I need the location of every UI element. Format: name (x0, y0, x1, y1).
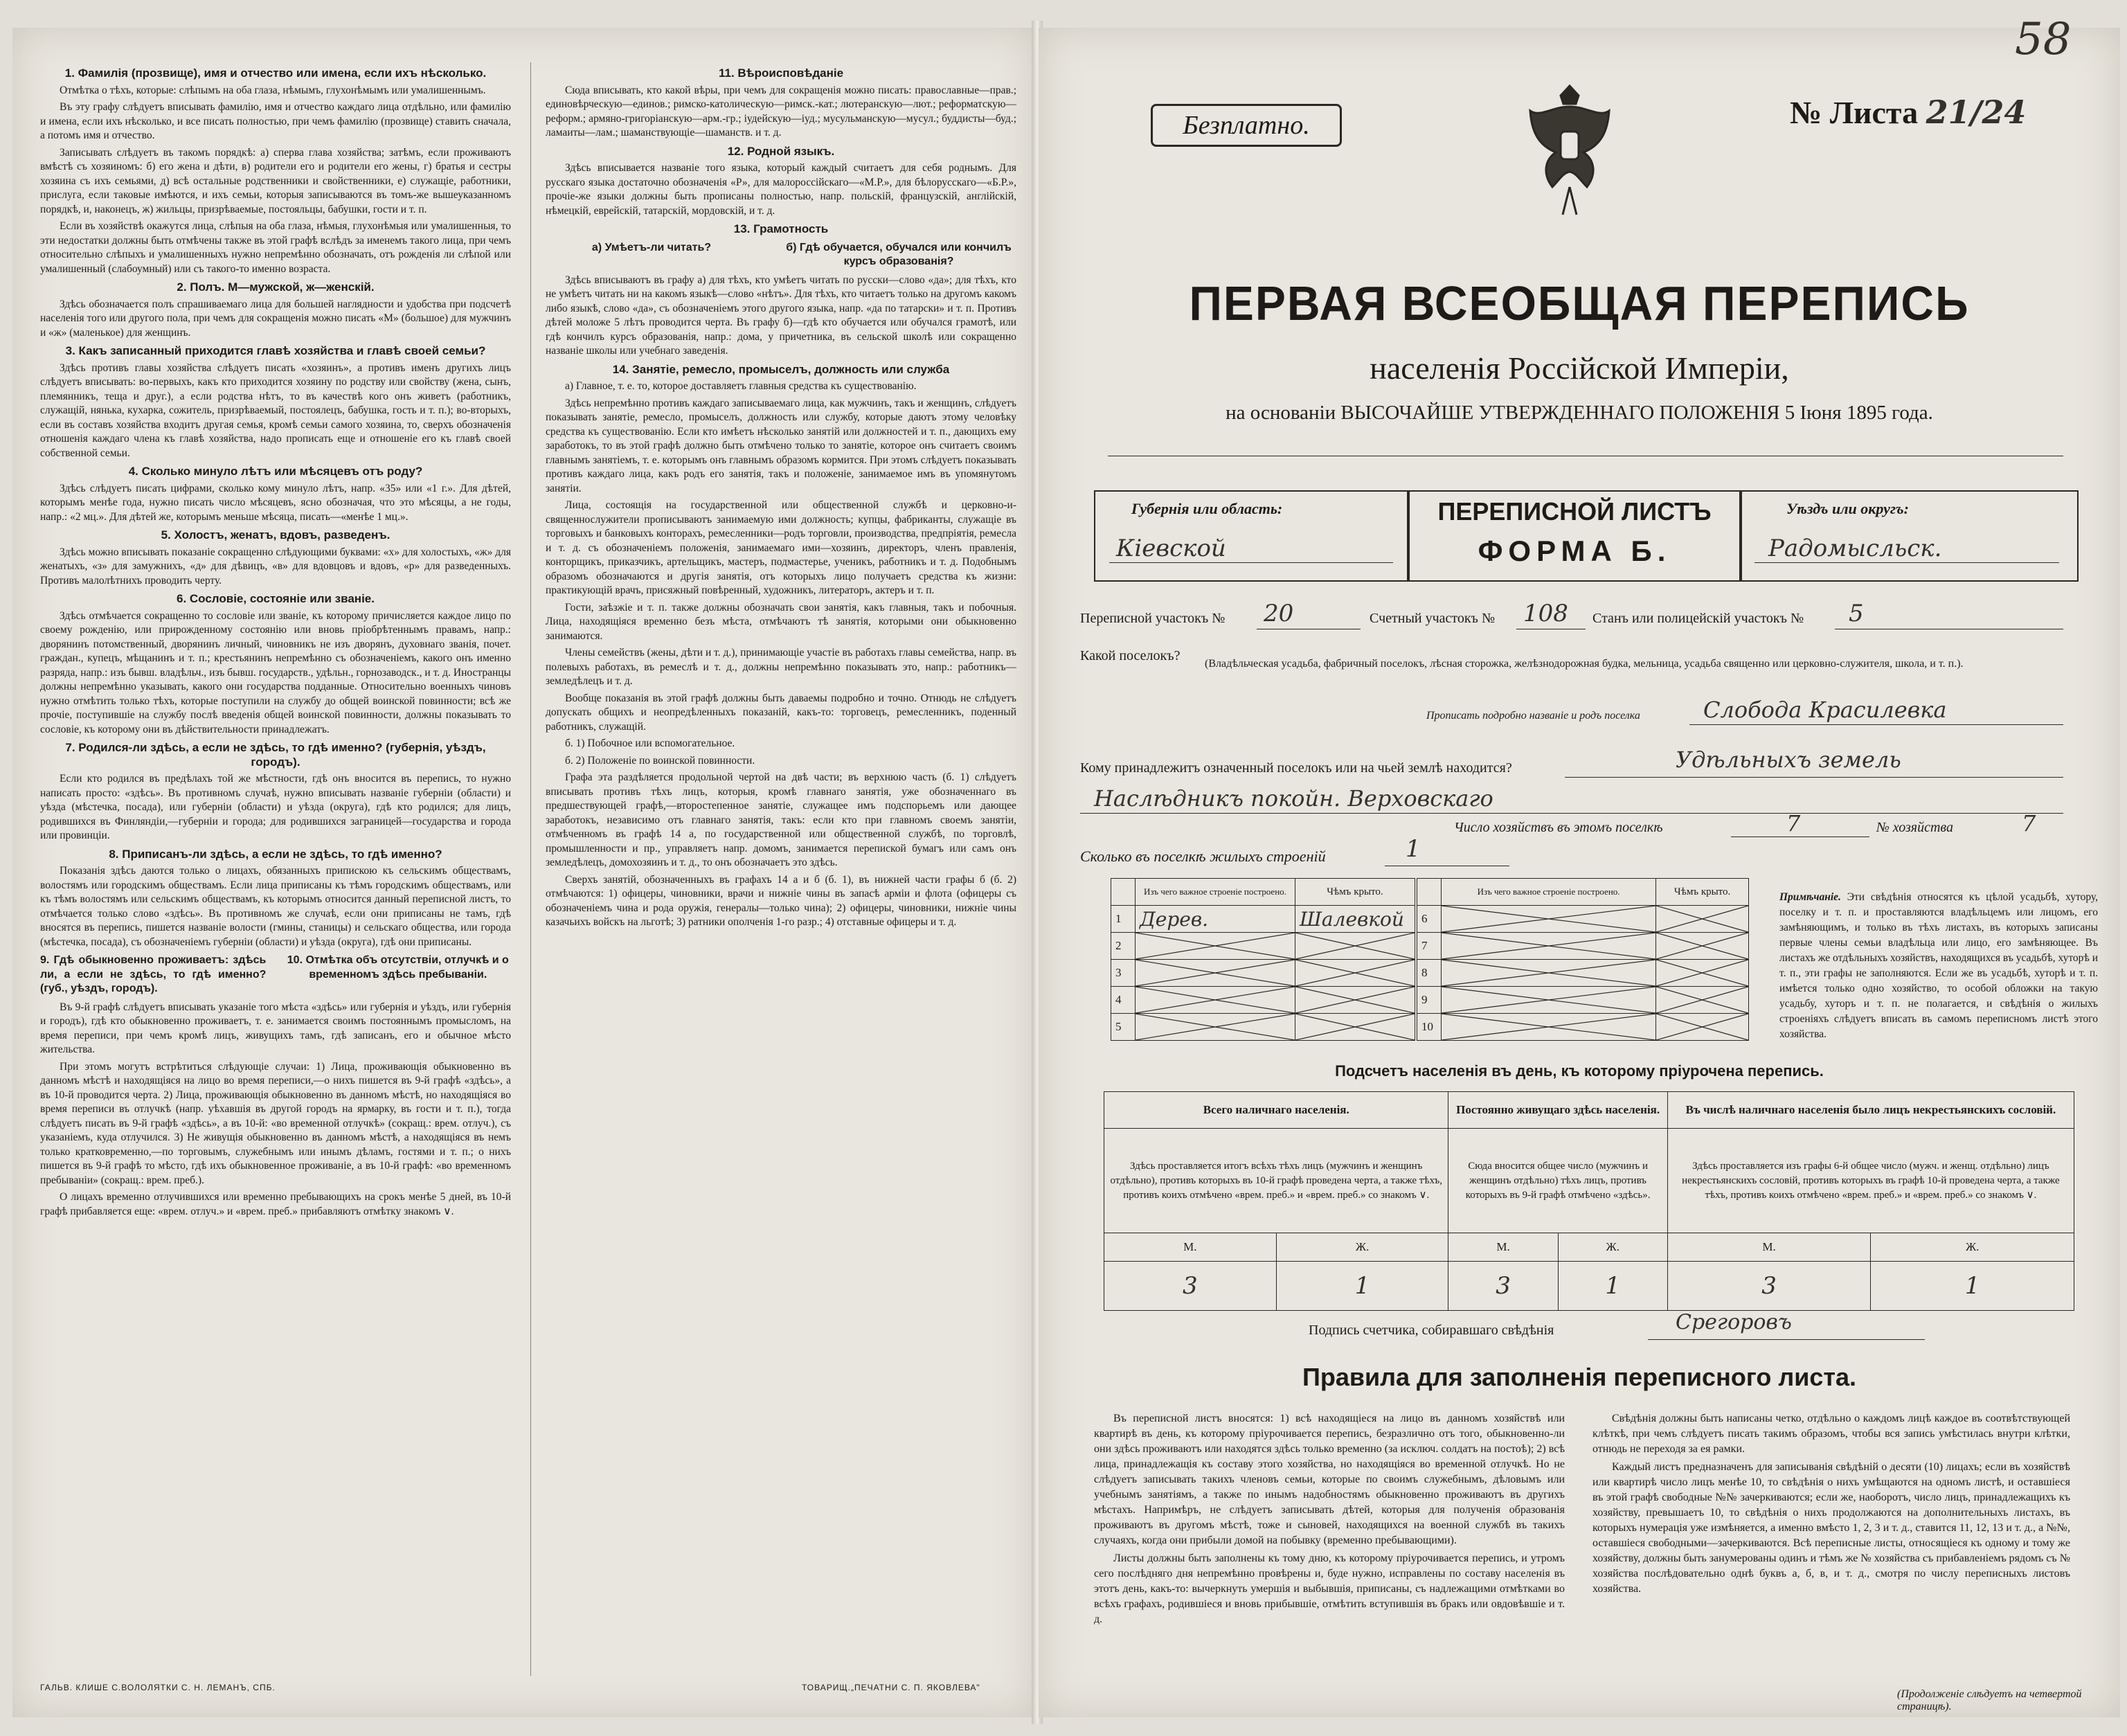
row-number: 10 (1417, 1014, 1442, 1041)
instructions-column-right (546, 62, 1016, 933)
roof-cell (1656, 906, 1749, 933)
archive-page-number: 58 (2015, 14, 2072, 65)
instruction-paragraph: Сверхъ занятій, обозначенныхъ въ графахъ 14 а и б (б. 1), въ нижней части графы б (б. 2) отмѣчаются: 1) офицеры, чиновники, врачи и нижніе чины въ запасѣ арміи и флота (офицеры съ обозначеніемъ чина и рода оружія, генералы—только чина); 2) офицеры, чиновники, нижніе чины казачьихъ войскъ на льготѣ; 3) ратники ополченія 1-го разр.; 4) отставные офицеры и т. д. (546, 873, 1016, 928)
section-heading: 13. Грамотность (733, 222, 829, 235)
instruction-paragraph: Члены семействъ (жены, дѣти и т. д.), принимающіе участіе въ работахъ главы семейства, напр. въ полевыхъ работахъ, въ ремеслѣ и т. д., должны непремѣнно показывать это, напр.: работникъ—земледѣлецъ и т. д. (546, 647, 1016, 687)
row-number: 9 (1417, 987, 1442, 1014)
population-tally-table (1104, 1091, 2074, 1311)
households-underline (1731, 836, 1869, 837)
uezd-box (1739, 490, 2079, 582)
instruction-paragraph: Если кто родился въ предѣлахъ той же мѣстности, гдѣ онъ вносится въ перепись, то нужно написать просто: «здѣсь». Въ противномъ случаѣ, нужно вписывать названіе губерніи (области) и уѣзда (мѣстечка, посада), или губерніи (области) и уѣзда (округа), гдѣ кто родился; для лицъ, родившихся въ Финляндіи,—губерніи и города; для родившихся заграницей—государства и города или провинціи. (40, 773, 511, 841)
uezd-underline (1754, 562, 2059, 563)
main-subtitle: населенія Россійской Имперіи, (1370, 350, 1789, 386)
tally-sex-row (1104, 1233, 2074, 1262)
main-title: ПЕРВАЯ ВСЕОБЩАЯ ПЕРЕПИСЬ (1189, 276, 1970, 330)
form-title-box (1407, 490, 1742, 582)
roof-cell (1656, 987, 1749, 1014)
material-header: Изъ чего важное строеніе построено. (1136, 879, 1295, 906)
census-area-value: 20 (1264, 600, 1294, 627)
male-count: 3 (1448, 1262, 1558, 1311)
row-number: 3 (1111, 960, 1136, 987)
instruction-paragraph: Здѣсь вписывается названіе того языка, который каждый считаетъ для себя роднымъ. Для русскаго языка достаточно обозначенія «Р», для малороссійскаго—«М.Р.», для бѣлорусскаго—«Б.Р.», прочіе-же языки должны быть прописаны полностью, напр. польскій, французскій, англійскій, нѣмецкій, еврейскій, татарскій, мордовскій, и т. д. (546, 162, 1016, 217)
settlement-label: Какой поселокъ? (1080, 648, 1181, 663)
table-row (1417, 960, 1749, 987)
printer-credit-right: ТОВАРИЩ.„ПЕЧАТНИ С. П. ЯКОВЛЕВА" (802, 1683, 980, 1692)
female-count: 1 (1871, 1262, 2074, 1311)
roof-cell (1295, 987, 1415, 1014)
buildings-label: Сколько въ поселкѣ жилыхъ строеній (1080, 848, 1326, 865)
instruction-paragraph: Гости, заѣзжіе и т. п. также должны обозначать свои занятія, какъ главныя, такъ и побочныя. Лица, находящіяся временно безъ мѣста, отмѣчаютъ тѣ занятія, которыми они обыкновенно занимаются. (546, 601, 1016, 642)
stan-value: 5 (1849, 600, 1864, 627)
legal-basis-line: на основаніи ВЫСОЧАЙШЕ УТВЕРЖДЕННАГО ПОЛОЖЕНІЯ 5 Іюня 1895 года. (1226, 402, 1933, 424)
tally-header-row (1104, 1092, 2074, 1129)
row-number: 1 (1111, 906, 1136, 933)
table-row (1111, 987, 1415, 1014)
section-heading-13b: б) Гдѣ обучается, обучался или кончилъ курсъ образованія? (786, 241, 1012, 267)
female-label: Ж. (1871, 1233, 2074, 1262)
section-heading-pair (40, 954, 511, 996)
tally-group-header: Всего наличнаго населенія. (1104, 1092, 1448, 1129)
material-header: Изъ чего важное строеніе построено. (1442, 879, 1656, 906)
material-cell (1442, 1014, 1656, 1041)
instruction-paragraph: Въ эту графу слѣдуетъ вписывать фамилію, имя и отчество каждаго лица отдѣльно, или фамилію и имена, если ихъ нѣсколько, и все писать полностью, при чемъ фамилію (прозвище) ставить сначала, а потомъ имя и отчество. (40, 101, 511, 141)
instruction-paragraph: Здѣсь обозначается полъ спрашиваемаго лица для большей наглядности и удобства при подсчетѣ населенія того или другого пола, при чемъ для сокращенія можно писать «М» (большое) для мужчинъ и «ж» (маленькое) для женщинъ. (40, 298, 511, 339)
table-row (1417, 1014, 1749, 1041)
section-heading: 3. Какъ записанный приходится главѣ хозяйства и главѣ своей семьи? (65, 344, 486, 357)
tally-group-header: Постоянно живущаго здѣсь населенія. (1448, 1092, 1667, 1129)
settlement-value: Слобода Красилевка (1703, 697, 1947, 723)
rule-paragraph: Каждый листъ предназначенъ для записыванія свѣдѣній о десяти (10) лицахъ; если въ хозяйствѣ или квартирѣ число лицъ менѣе 10, то свѣдѣнія о нихъ умѣщаются на одномъ листѣ, и оставшіеся въ этой графѣ свободные №№ зачеркиваются; если же, наоборотъ, число лицъ, принадлежащихъ къ хозяйству, превышаетъ 10, то свѣдѣнія о нихъ продолжаются на дополнительныхъ листахъ, въ которыхъ нумерація уже измѣняется, а именно вмѣсто 1, 2, 3 и т. д., ставится 11, 12, 13 и т. д., а №№, оставшіеся свободными—зачеркиваются. Всѣ переписные листы, относящіеся къ одному и тому же хозяйству, должны быть занумерованы одинъ и тѣмъ же № хозяйства съ прибавленіемъ рядомъ съ № хозяйства послѣдовательно однѣ буквъ а, б, в, и т. д., смотря по числу переписныхъ листовъ хозяйства. (1592, 1461, 2070, 1595)
female-label: Ж. (1558, 1233, 1667, 1262)
section-heading-pair (546, 241, 1016, 269)
row-number: 4 (1111, 987, 1136, 1014)
count-area-value: 108 (1523, 600, 1568, 627)
material-cell (1442, 933, 1656, 960)
tally-description: Сюда вносится общее число (мужчинъ и женщинъ отдѣльно) тѣхъ лицъ, противъ которыхъ въ 9-й графѣ отмѣчено «здѣсь». (1448, 1129, 1667, 1233)
instruction-paragraph: Здѣсь противъ главы хозяйства слѣдуетъ писать «хозяинъ», а противъ именъ другихъ лицъ слѣдуетъ вписывать: во-первыхъ, какъ кто приходится хозяину по родству или свойству (жена, сынъ, племянникъ, теща и друг.), а если родства нѣтъ, то въ качествѣ кого онъ живетъ (работникъ, служащій, нянька, кухарка, сожитель, призрѣваемый, постоялецъ, бабушка, гость и т. п.); во-вторыхъ, если въ составъ хозяйства входитъ другая семья, кромѣ семьи самого хозяина, то, сверхъ обозначенія отношенія каждаго члена къ главѣ хозяйства, надо прописать еще и отношеніе его къ главѣ своей собственной семьи. (40, 361, 511, 459)
household-no-value: 7 (2022, 810, 2036, 836)
male-label: М. (1104, 1233, 1277, 1262)
buildings-table-left (1111, 878, 1415, 1041)
roof-cell (1656, 1014, 1749, 1041)
instruction-paragraph: б. 1) Побочное или вспомогательное. (565, 737, 735, 749)
note-text: Эти свѣдѣнія относятся къ цѣлой усадьбѣ, хутору, поселку и т. п. и проставляются владѣльцемъ или лицомъ, его замѣняющимъ, и только въ тѣхъ листахъ, въ которыхъ записаны первые члены семьи владѣльца или лицо, его замѣняющее. Въ листахъ же отдѣльныхъ хозяйствъ, находящихся въ усадьбѣ, хуторѣ и т. п., эти графы не заполняются. Если же въ усадьбѣ, хуторѣ и т. п. имѣется только одно хозяйство, то особой обложки на такую усадьбу, хуторъ и т. п. не полагается, и свѣдѣнія о жилыхъ строеніяхъ слѣдуетъ вписать въ самомъ переписномъ листѣ этого хозяйства. (1779, 891, 2099, 1040)
settlement-hint: (Владѣльческая усадьба, фабричный поселокъ, лѣсная сторожка, желѣзнодорожная будка, мельница, усадьба священно или церковно-служителя, школа, и т. п.). (1205, 658, 1964, 670)
instruction-paragraph: Сюда вписывать, кто какой вѣры, при чемъ для сокращенія можно писать: православные—прав.; единовѣрческую—единов.; римско-католическую—римск.-кат.; лютеранскую—лют.; реформатскую—реформ.; армяно-григоріанскую—арм.-гр.; іудейскую—іуд.; мусульманскую—мусул.; буддисты—буд.; ламаиты—лам.; шаманствующіе—шаманств. и т. д. (546, 84, 1016, 138)
instruction-paragraph: Графа эта раздѣляется продольной чертой на двѣ части; въ верхнюю часть (б. 1) слѣдуетъ вписывать противъ тѣхъ лицъ, которыя, кромѣ главнаго занятія, уже обозначеннаго въ предшествующей графѣ,—второстепенное занятіе, служащее имъ подспорьемъ или дающее заработокъ, независимо отъ главнаго занятія, такъ: если кто при главномъ своемъ занятіи, отмѣченномъ въ графѣ 14 а, по государственной или общественной службѣ, по торговлѣ, промышленности и пр., управляетъ напр. домомъ, занимается перепиской бумагъ или самъ онъ земледѣлецъ, домохозяинъ и т. д., то онъ обозначаетъ это здѣсь. (546, 771, 1016, 868)
roof-cell (1295, 1014, 1415, 1041)
instruction-paragraph: Здѣсь слѣдуетъ писать цифрами, сколько кому минуло лѣтъ, напр. «35» или «1 г.». Для дѣтей, которымъ менѣе года, нужно писать число мѣсяцевъ, ясно обозначая, что это мѣсяцы, а не годы, напр.: «2 мц.». Для дѣтей же, которымъ меньше мѣсяца, писать—«менѣе 1 мц.». (40, 482, 511, 523)
instructions-column-left (40, 62, 511, 1222)
male-label: М. (1448, 1233, 1558, 1262)
signature-value: Срегоровъ (1676, 1310, 1792, 1334)
number-header (1111, 879, 1136, 906)
instructions-page (12, 28, 1036, 1717)
material-cell (1136, 933, 1295, 960)
form-title: ФОРМА Б. (1478, 535, 1671, 567)
sheet-number (1790, 93, 2026, 131)
material-cell: Дерев. (1136, 906, 1295, 933)
note-title: Примѣчаніе. (1779, 891, 1841, 903)
section-heading: 12. Родной языкъ. (727, 144, 835, 158)
material-cell (1136, 960, 1295, 987)
row-number: 8 (1417, 960, 1442, 987)
rules-title: Правила для заполненія переписного листа. (1302, 1363, 1857, 1391)
male-label: М. (1667, 1233, 1871, 1262)
households-value: 7 (1786, 810, 1801, 836)
census-form-page (1039, 14, 2120, 1717)
tally-title: Подсчетъ населенія въ день, къ которому пріурочена перепись. (1335, 1062, 1824, 1080)
rule-paragraph: Въ переписной листъ вносятся: 1) всѣ находящіеся на лицо въ данномъ хозяйствѣ или квартирѣ въ день, къ которому пріурочивается перепись, безразлично отъ того, обыкновенно-ли они здѣсь проживаютъ или находятся здѣсь только временно (за исключ. солдатъ на постоѣ); 2) всѣ лица, принадлежащія къ составу этого хозяйства, но находящіяся во временной отлучкѣ. Но не слѣдуетъ записывать такихъ членовъ семьи, которые по своимъ служебнымъ, дѣловымъ или учебнымъ занятіямъ, а также по инымъ надобностямъ обыкновенно проживаютъ въ другихъ мѣстахъ. Напримѣръ, не слѣдуетъ записывать дѣтей, которыя для полученія образованія проживаютъ въ другомъ мѣстѣ, тоже и сыновей, находящихся на военной службѣ въ такихъ случаяхъ, когда они прибыли домой на побывку (временно пребывающими). (1094, 1413, 1565, 1546)
stan-label: Станъ или полицейскій участокъ № (1592, 611, 1804, 626)
guberniya-underline (1109, 562, 1393, 563)
instruction-paragraph: Здѣсь непремѣнно противъ каждаго записываемаго лица, как мужчинъ, такъ и женщинъ, слѣдуетъ показывать занятіе, ремесло, промыселъ, должность или службу, которые даютъ этому человѣку средства къ существованію. Если кто имѣетъ нѣсколько занятій или должностей и т. п., дающихъ ему заработокъ, то въ этой графѣ должно быть отмѣчено только то занятіе, которое онъ считаетъ своимъ главнымъ занятіемъ, т. е. которымъ онъ главнымъ образомъ кормится. При этомъ слѣдуетъ показывать противъ каждаго лица, какъ родъ его занятія, такъ и положеніе, занимаемое имъ въ упомянутомъ занятіи. (546, 397, 1016, 494)
female-count: 1 (1276, 1262, 1448, 1311)
instruction-paragraph: О лицахъ временно отлучившихся или временно пребывающихъ на срокъ менѣе 5 дней, въ 10-й графѣ прибавляется еще: «врем. отлуч.» и «врем. преб.» прибавляютъ отмѣтку знакомъ ∨. (40, 1191, 511, 1217)
section-heading: 2. Полъ. М—мужской, ж—женскій. (177, 280, 375, 294)
tally-values-row (1104, 1262, 2074, 1311)
instruction-paragraph: Здѣсь отмѣчается сокращенно то сословіе или званіе, къ которому причисляется каждое лицо по своему рожденію, или прирожденному состоянію или вновь пріобрѣтеннымъ правамъ, напр.: дворянинъ потомственный, дворянинъ личный, чиновникъ не изъ дворянъ, духовнаго званія, почет. граждан., купецъ, мѣщанинъ и т. п.; крестьянинъ непремѣнно съ обозначеніемъ, какого онъ именно разряда, напр.: изъ бывш. владѣльч., изъ бывш. государств., удѣльн., горнозаводск., и т. д. Иностранцы должны непремѣнно указывать, какого они государства подданные. Относительно военныхъ чиновъ нужно отмѣтить только тѣхъ, которые поступили на службу до общей воинской повинности; всѣ же прочіе, поступившіе на службу послѣ введенія общей воинской повинности, должны показывать то сословіе, къ которому они въ дѣйствительности принадлежатъ. (40, 609, 511, 735)
rules-continuation: (Продолженіе слѣдуетъ на четвертой страницѣ). (1897, 1688, 2082, 1712)
instruction-paragraph: Здѣсь можно вписывать показаніе сокращенно слѣдующими буквами: «х» для холостыхъ, «ж» для женатыхъ, «з» для замужнихъ, «д» для дѣвицъ, «в» для вдовцовъ и вдовъ, «р» для разведенныхъ. Противъ малолѣтнихъ проводить черту. (40, 546, 511, 587)
roof-header: Чѣмъ крыто. (1295, 879, 1415, 906)
imperial-eagle-emblem (1525, 83, 1615, 222)
guberniya-value: Кіевской (1116, 535, 1226, 562)
tally-group-header: Въ числѣ наличнаго населенія было лицъ некрестьянскихъ сословій. (1667, 1092, 2074, 1129)
instruction-paragraph: Здѣсь вписываютъ въ графу а) для тѣхъ, кто умѣетъ читать по русски—слово «да»; для тѣхъ, кто не умѣетъ читать ни на какомъ языкѣ—слово «нѣтъ». Для тѣхъ, кто читаетъ только на другомъ какомъ либо языкѣ, слово «да», съ обозначеніемъ этого другого языка, напр. «да по татарски» и т. п. Противъ дѣтей моложе 5 лѣтъ проводится черта. Въ графу б)—гдѣ кто обучается или обучался грамотѣ, или гдѣ кончилъ курсъ образованія, напр.: дома, у причетника, въ сельской школѣ или сокращенно названіе школы или учебнаго заведенія. (546, 274, 1016, 357)
male-count: 3 (1667, 1262, 1871, 1311)
section-heading: 11. Вѣроисповѣданіе (718, 66, 844, 80)
column-divider (530, 62, 531, 1676)
signature-underline (1648, 1339, 1925, 1340)
instruction-paragraph: Вообще показанія въ этой графѣ должны быть даваемы подробно и точно. Отнюдь не слѣдуетъ допускать общихъ и неопредѣленныхъ показаній, какъ-то: торговецъ, ремесленникъ, поденный работникъ, служащій. (546, 692, 1016, 733)
owner-value-1: Удѣльныхъ земель (1676, 746, 1901, 773)
tally-desc-row (1104, 1129, 2074, 1233)
section-heading: 7. Родился-ли здѣсь, а если не здѣсь, то гдѣ именно? (губернія, уѣздъ, городъ). (65, 741, 486, 769)
table-row (1111, 1014, 1415, 1041)
roof-cell (1656, 933, 1749, 960)
roof-cell (1295, 960, 1415, 987)
roof-cell: Шалевкой (1295, 906, 1415, 933)
uezd-value: Радомысльск. (1768, 535, 1942, 562)
section-heading: 8. Приписанъ-ли здѣсь, а если не здѣсь, то гдѣ именно? (109, 847, 442, 861)
owner-underline-2 (1080, 813, 2063, 814)
female-label: Ж. (1276, 1233, 1448, 1262)
section-heading: 5. Холостъ, женатъ, вдовъ, разведенъ. (161, 528, 391, 542)
free-of-charge-stamp: Безплатно. (1151, 104, 1342, 147)
rules-column-right (1592, 1411, 2070, 1600)
buildings-value: 1 (1406, 835, 1421, 863)
table-row (1417, 906, 1749, 933)
section-heading-9: 9. Гдѣ обыкновенно проживаетъ: здѣсь ли, а если не здѣсь, то гдѣ именно? (губ., уѣздъ, городъ). (40, 954, 267, 994)
rule-paragraph: Листы должны быть заполнены къ тому дню, къ которому пріурочивается перепись, и утромъ сего послѣдняго дня непремѣнно провѣрены и, буде нужно, исправлены по составу населенія въ этотъ день, какъ-то: вычеркнуть умершія и выбывшія, приписаны, съ надлежащими отмѣтками во всѣхъ графахъ, родившіеся и вновь прибывшіе, отмѣтить вступившія въ бракъ или овдовѣвшіе и т. д. (1094, 1552, 1565, 1625)
buildings-note (1779, 890, 2098, 1042)
count-area-label: Счетный участокъ № (1370, 611, 1496, 626)
instruction-paragraph: При этомъ могутъ встрѣтиться слѣдующіе случаи: 1) Лица, проживающія обыкновенно въ данномъ мѣстѣ и находящіяся на лицо во время переписи,—о нихъ пишется въ 9-й графѣ «здѣсь», а въ 10-й проводится черта. 2) Лица, проживающія обыкновенно въ данномъ мѣстѣ, но находящіяся во время переписи въ отлучкѣ (напр. уѣхавшія въ другой городъ на ярмарку, въ гости и т. п.), тогда слѣдуетъ писать въ 9-й графѣ «здѣсь», а въ 10-й: «во временной отлучкѣ» (сокращ.: врем. отлуч.), съ указаніемъ, куда отлучился. 3) Не живущія обыкновенно въ данномъ мѣстѣ, а находящіяся въ немъ только кратковременно,—по торговымъ, служебнымъ или инымъ дѣламъ, гостями и т. п.; о нихъ пишется въ 9-й графѣ то мѣсто, гдѣ ихъ обыкновенное проживаніе, а въ 10-й графѣ: «во временномъ пребываніи» (сокращ.: врем. преб.). (40, 1060, 511, 1186)
male-count: 3 (1104, 1262, 1277, 1311)
material-cell (1136, 1014, 1295, 1041)
row-number: 6 (1417, 906, 1442, 933)
rule-paragraph: Свѣдѣнія должны быть написаны четко, отдѣльно о каждомъ лицѣ каждое въ соотвѣтствующей клѣткѣ, при чемъ слѣдуетъ писать такимъ образомъ, чтобы вся запись умѣстилась внутри клѣтки, отнюдь не переходя за ея рамки. (1592, 1413, 2070, 1455)
section-heading: 14. Занятіе, ремесло, промыселъ, должность или служба (612, 362, 950, 376)
material-cell (1442, 960, 1656, 987)
table-row (1111, 933, 1415, 960)
instruction-paragraph: Лица, состоящія на государственной или общественной службѣ и церковно-и-священнослужители прописываютъ занимаемую ими должность; купцы, фабриканты, служащіе въ торговыхъ и банковыхъ конторахъ, ремесленники—родъ торговли, производства, предпріятія, ремесла и т. д. съ обозначеніемъ положенія, занимаемаго ими—хозяинъ, директоръ, членъ правленія, конторщикъ, приказчикъ, артельщикъ, мастеръ, подмастерье, ученикъ, работникъ и т. д. Подобнымъ образомъ обозначаются и другія занятія, отъ которыхъ лицо получаетъ средства къ жизни: практикующій врачъ, присяжный повѣренный, художникъ, литераторъ, актеръ и т. п. (546, 499, 1016, 596)
section-heading: 1. Фамилія (прозвище), имя и отчество или имена, если ихъ нѣсколько. (64, 66, 487, 80)
census-area-label: Переписной участокъ № (1080, 611, 1226, 626)
owner-label: Кому принадлежитъ означенный поселокъ или на чьей землѣ находится? (1080, 760, 1512, 776)
row-number: 5 (1111, 1014, 1136, 1041)
settlement-underline (1689, 724, 2063, 725)
table-header-row (1417, 879, 1749, 906)
settlement-hint-name: Прописать подробно названіе и родъ поселка (1426, 710, 1640, 722)
instruction-paragraph: Записывать слѣдуетъ въ такомъ порядкѣ: а) сперва глава хозяйства; затѣмъ, если проживаютъ вмѣстѣ съ хозяиномъ: б) его жена и дѣти, в) родители его и родители его жены, г) братья и сестры хозяина съ ихъ семьями, д) всѣ остальные родственники и свойственники, е) служащіе, работники, прислуга, если таковые имѣются, и ихъ семьи, которыя записываются въ томъ-же вышеуказанномъ порядкѣ, и, наконецъ, ж) жильцы, призрѣваемые, постояльцы, бабушки, гости и т. п. (40, 146, 511, 215)
material-cell (1442, 987, 1656, 1014)
guberniya-label: Губернія или область: (1131, 500, 1283, 517)
material-cell (1136, 987, 1295, 1014)
section-heading-13a: а) Умѣетъ-ли читать? (591, 241, 712, 253)
roof-header: Чѣмъ крыто. (1656, 879, 1749, 906)
households-label: Число хозяйствъ въ этомъ поселкѣ (1454, 820, 1663, 835)
material-cell (1442, 906, 1656, 933)
instruction-paragraph: Отмѣтка о тѣхъ, которые: слѣпымъ на оба глаза, нѣмымъ, глухонѣмымъ или умалишеннымъ. (60, 84, 486, 96)
table-row (1417, 933, 1749, 960)
tally-description: Здѣсь проставляется изъ графы 6-й общее число (мужч. и женщ. отдѣльно) лицъ некрестьянскихъ сословій, противъ которыхъ въ графѣ 10-й проведена черта, а также тѣхъ, противъ коихъ отмѣчено «врем. преб.» и «врем. преб.» со знакомъ ∨. (1667, 1129, 2074, 1233)
row-number: 2 (1111, 933, 1136, 960)
instruction-paragraph: Показанія здѣсь даются только о лицахъ, обязанныхъ припискою къ сельскимъ обществамъ, волостямъ или городскимъ обществамъ. Если лица приписаны къ тѣмъ городскимъ обществамъ, или къ тѣмъ волостямъ или сельскимъ обществамъ, къ которымъ относится данный переписной листъ, то отмѣчается только слово «здѣсь». Въ противномъ же случаѣ, если они приписаны не тамъ, гдѣ вносятся въ перепись, пишется названіе волости (гмины, станицы) и сельскаго общества, или города (мѣстечка, посада), съ обозначеніемъ губерніи (области) и уѣзда (округа), гдѣ они приписаны. (40, 865, 511, 948)
owner-underline-1 (1565, 777, 2063, 778)
table-row (1111, 906, 1415, 933)
owner-value-2: Наслѣдникъ покойн. Верховскаго (1094, 785, 1493, 812)
row-number: 7 (1417, 933, 1442, 960)
instruction-paragraph: а) Главное, т. е. то, которое доставляетъ главныя средства къ существованію. (565, 380, 917, 392)
section-heading-10: 10. Отмѣтка объ отсутствіи, отлучкѣ и о временномъ здѣсь пребываніи. (287, 954, 509, 981)
household-no-label: № хозяйства (1876, 820, 1953, 835)
sheet-title: ПЕРЕПИСНОЙ ЛИСТЪ (1437, 497, 1712, 526)
roof-cell (1295, 933, 1415, 960)
instruction-paragraph: б. 2) Положеніе по воинской повинности. (565, 754, 755, 767)
table-header-row (1111, 879, 1415, 906)
sheet-number-value: 21/24 (1926, 93, 2027, 131)
section-heading: 6. Сословіе, состояніе или званіе. (177, 592, 375, 605)
printer-credit-left: ГАЛЬВ. КЛИШЕ С.ВОЛОЛЯТКИ С. Н. ЛЕМАНЪ, СПБ. (40, 1683, 276, 1692)
roof-cell (1656, 960, 1749, 987)
buildings-table-right (1417, 878, 1749, 1041)
table-row (1417, 987, 1749, 1014)
sheet-number-label: № Листа (1790, 95, 1919, 130)
rules-column-left (1094, 1411, 1565, 1630)
uezd-label: Уѣздъ или округъ: (1786, 500, 1909, 517)
female-count: 1 (1558, 1262, 1667, 1311)
section-heading: 4. Сколько минуло лѣтъ или мѣсяцевъ отъ роду? (128, 465, 423, 478)
guberniya-box (1094, 490, 1410, 582)
signature-label: Подпись счетчика, собиравшаго свѣдѣнія (1309, 1323, 1554, 1338)
instruction-paragraph: Если въ хозяйствѣ окажутся лица, слѣпыя на оба глаза, нѣмыя, глухонѣмыя или умалишенныя, то эти недостатки должны быть отмѣчены также въ этой графѣ вслѣдъ за именемъ такого лица, при чемъ относительно слѣпыхъ и умалишенныхъ нужно непремѣнно обозначать, отъ рожденія ли слѣпой или умалишенный (слабоумный) или съ такого-то именно возраста. (40, 220, 511, 275)
number-header (1417, 879, 1442, 906)
instruction-paragraph: Въ 9-й графѣ слѣдуетъ вписывать указаніе того мѣста «здѣсь» или губернія и уѣздъ, или губернія и городъ), гдѣ кто обыкновенно проживаетъ, т. е. занимается своимъ постояннымъ промысломъ, на время переписи, при чемъ кромѣ лицъ, живущихъ тамъ, гдѣ записанъ, его и обычное мѣсто жительства. (40, 1001, 511, 1055)
table-row (1111, 960, 1415, 987)
tally-description: Здѣсь проставляется итогъ всѣхъ тѣхъ лицъ (мужчинъ и женщинъ отдѣльно), противъ которыхъ въ 10-й графѣ проведена черта, а также тѣхъ, противъ коихъ отмѣчено «врем. преб.» и «врем. преб.» со знакомъ ∨. (1104, 1129, 1448, 1233)
